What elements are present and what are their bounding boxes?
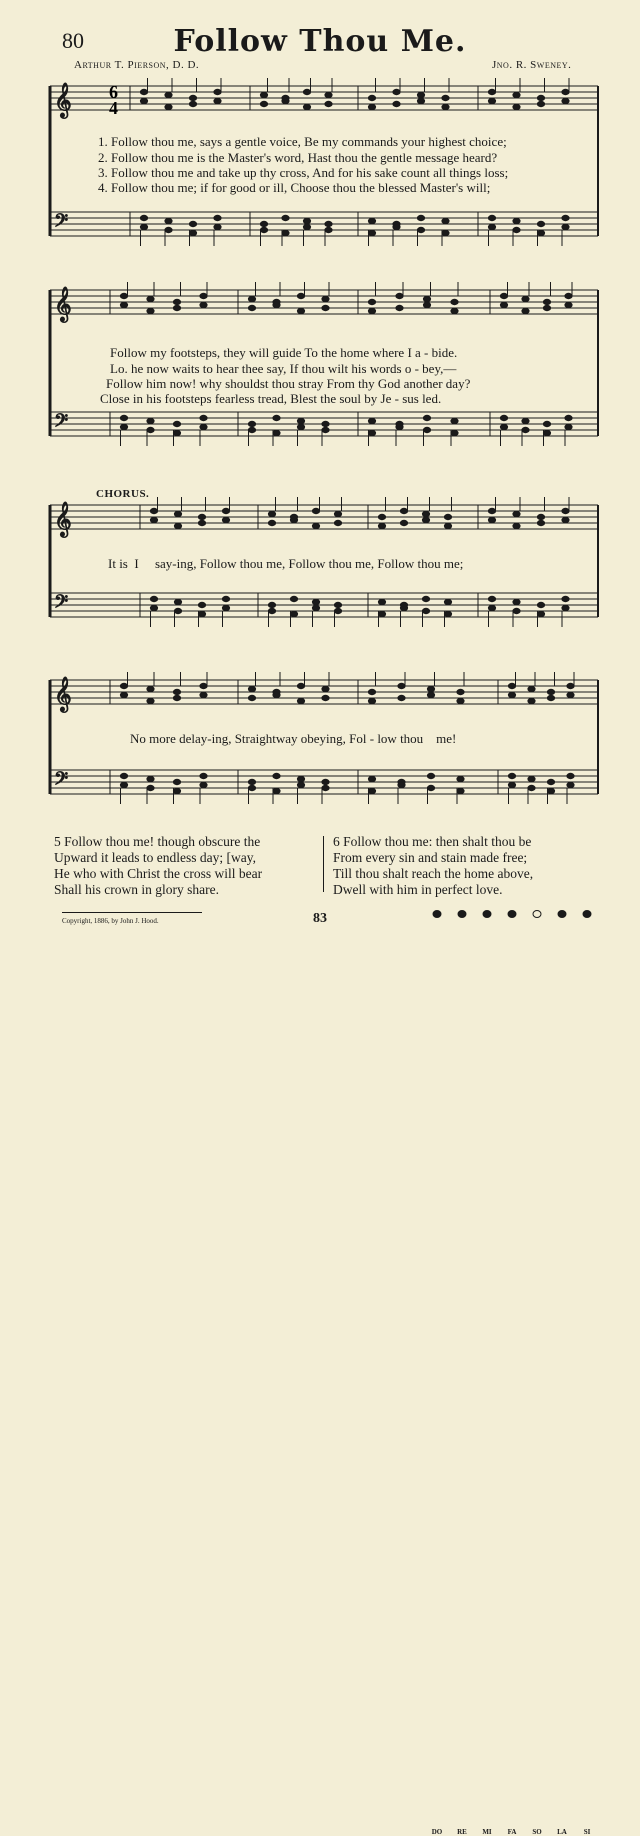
time-signature-bottom: 4 bbox=[109, 98, 118, 118]
verse-line-3: 3. Follow thou me and take up thy cross, And for his sake count all things loss; bbox=[98, 165, 509, 180]
chorus-lyric-2: No more delay-ing, Straightway obeying, Fol - low thou me! bbox=[130, 731, 457, 746]
solfege-do: DO bbox=[431, 1828, 443, 1836]
solfege-la: LA bbox=[557, 1828, 567, 1836]
refrain-line-1: Follow my footsteps, they will guide To the home where I a - bide. bbox=[110, 345, 458, 360]
solfege-so: SO bbox=[532, 1828, 542, 1836]
svg-text:𝄞: 𝄞 bbox=[54, 677, 72, 712]
solfege-legend bbox=[426, 906, 602, 1836]
svg-text:𝄢: 𝄢 bbox=[54, 211, 69, 236]
composer-credit: Jno. R. Sweney. bbox=[492, 59, 572, 71]
solfege-si: SI bbox=[583, 1828, 591, 1836]
solfege-mi: MI bbox=[482, 1828, 492, 1836]
verse-6: 6 Follow thou me: then shalt thou be From every sin and stain made free; Till thou shalt reach the home above, Dwell with him in perfect love. bbox=[333, 834, 534, 897]
hymn-title: Follow Thou Me. bbox=[173, 24, 467, 59]
verse-5: 5 Follow thou me! though obscure the Upward it leads to endless day; [way, He who with Christ the cross will bear Shall his crown in glory share. bbox=[54, 834, 263, 897]
verse-divider bbox=[323, 836, 324, 892]
solfege-fa: FA bbox=[507, 1828, 517, 1836]
svg-text:𝄢: 𝄢 bbox=[54, 411, 69, 436]
time-signature-top: 6 bbox=[109, 82, 118, 102]
footer-page-number: 83 bbox=[313, 911, 327, 926]
svg-text:𝄢: 𝄢 bbox=[54, 592, 69, 617]
verse-line-1: 1. Follow thou me, says a gentle voice, Be my commands your highest choice; bbox=[98, 134, 507, 149]
refrain-line-3: Follow him now! why shouldst thou stray From thy God another day? bbox=[106, 376, 471, 391]
svg-text:𝄞: 𝄞 bbox=[54, 502, 72, 537]
page-number: 80 bbox=[62, 28, 84, 53]
author-credit: Arthur T. Pierson, D. D. bbox=[74, 59, 200, 71]
svg-text:𝄞: 𝄞 bbox=[54, 287, 72, 322]
chorus-label: CHORUS. bbox=[96, 488, 150, 500]
verse-line-2: 2. Follow thou me is the Master's word, Hast thou the gentle message heard? bbox=[98, 150, 498, 165]
refrain-line-4: Close in his footsteps fearless tread, Blest the soul by Je - sus led. bbox=[100, 391, 442, 406]
copyright-notice: Copyright, 1886, by John J. Hood. bbox=[62, 917, 159, 925]
svg-text:𝄢: 𝄢 bbox=[54, 769, 69, 794]
verse-line-4: 4. Follow thou me; if for good or ill, Choose thou the blessed Master's will; bbox=[98, 180, 491, 195]
solfege-re: RE bbox=[457, 1828, 467, 1836]
svg-text:𝄞: 𝄞 bbox=[54, 83, 72, 118]
chorus-lyric-1: It is I say-ing, Follow thou me, Follow thou me, Follow thou me; bbox=[108, 556, 464, 571]
refrain-line-2: Lo. he now waits to hear thee say, If thou wilt his words o - bey,— bbox=[110, 361, 457, 376]
